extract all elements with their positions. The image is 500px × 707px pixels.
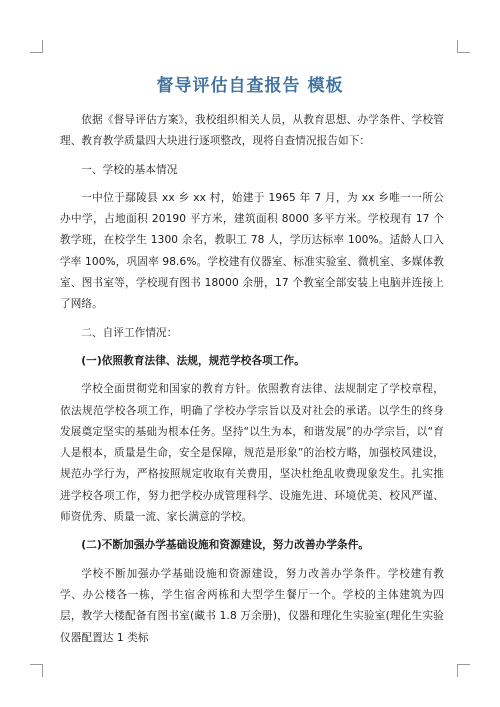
subheading-facilities: (二)不断加强办学基础设施和资源建设，努力改善办学条件。 <box>81 539 370 552</box>
section-heading-basic-info: 一、学校的基本情况 <box>81 163 178 176</box>
section-heading-self-evaluation: 二、自评工作情况： <box>81 326 178 339</box>
crop-mark-top-left <box>30 40 43 53</box>
crop-mark-bottom-right <box>457 664 470 677</box>
subheading-law-compliance: (一)依照教育法律、法规，规范学校各项工作。 <box>81 354 305 367</box>
page-title: 督导评估自查报告 模板 <box>156 76 344 97</box>
paragraph-facilities: 学校不断加强办学基础设施和资源建设，努力改善办学条件。学校建有教学、办公楼各一栋，学生宿舍两栋和大型学生餐厅一个。学校的主体建筑为四层，教学大楼配备有图书室(藏书 1.8 万余册)，仪器和理化生实验室(理化生实验仪器配置达 1 类标 <box>60 567 444 644</box>
paragraph-intro: 依据《督导评估方案》，我校组织相关人员，从教育思想、办学条件、学校管理、教育教学质量四大块进行逐项整改，现将自查情况报告如下： <box>60 114 444 148</box>
crop-mark-bottom-left <box>30 664 43 677</box>
paragraph-law-compliance: 学校全面贯彻党和国家的教育方针。依照教育法律、法规制定了学校章程，依法规范学校各项工作，明确了学校办学宗旨以及对社会的承诺。以学生的终身发展奠定坚实的基础为根本任务。坚持“以生为本，和谐发展”的办学宗旨，以“育人是根本，质量是生命，安全是保障，规范是形象”的治校方略，加强校风建设，规范办学行为，严格按照规定收取有关费用，坚决杜绝乱收费现象发生。扎实推进学校各项工作，努力把学校办成管理科学、设施先进、环境优美、校风严谨、师资优秀、质量一流、家长满意的学校。 <box>60 383 444 524</box>
crop-mark-top-right <box>457 40 470 53</box>
paragraph-basic-info: 一中位于鄢陵县 xx 乡 xx 村，始建于 1965 年 7 月，为 xx 乡唯一一所公办中学，占地面积 20190 平方米，建筑面积 8000 多平方米。学校现有 17 个教学班，在校学生 1300 余名，教职工 78 人，学历达标率 100%。适龄人口入学率 100%，巩固率 98.6%。学校建有仪器室、标准实验室、微机室、多媒体教室、图书室等，学校现有图书 18000 余册，17 个教室全部安装上电脑并连接上了网络。 <box>60 191 444 311</box>
document-body <box>60 110 444 656</box>
